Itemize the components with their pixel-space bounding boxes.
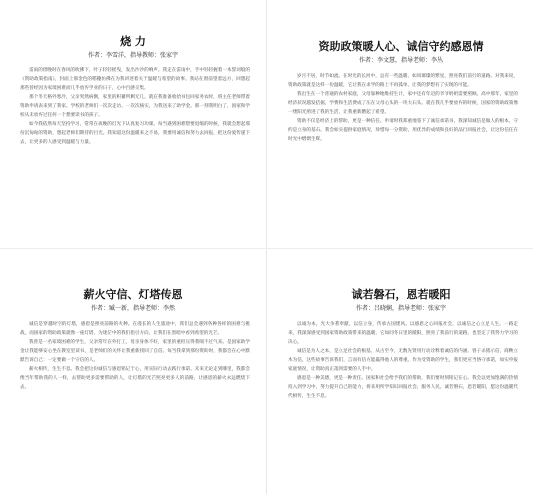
article-body: [20, 66, 250, 147]
page-gutter-horizontal: [0, 248, 533, 249]
article-body: [288, 320, 518, 401]
paragraph: 感恩是一种美德，更是一种责任。国家和社会给予我们的帮助，我们要时刻铭记在心。我会以更加饱满的热情投入到学习中，努力提升自己的能力，将来用所学知识回报社会、服务人民。诚若磐石，恩若暖阳，愿这份温暖代代相传，生生不息。: [288, 376, 518, 399]
article-title: 薪火守信、灯塔传恩: [83, 288, 183, 301]
paragraph: 如今我依然每天坚持学习，常常在夜晚的灯光下认真复习功课。每当遇到困难想要退缩的时候，我就会想起那份沉甸甸的资助，想起老师们期待的目光。我知道这份温暖来之不易，我要用诚信和努力去回报，把这份爱传递下去，让更多的人感受到温暖与力量。: [20, 122, 250, 145]
article-page-1: [2, 0, 264, 243]
paragraph: 薪火相传，生生不息。我会把这份诚信与感恩铭记于心，用实际行动去践行承诺。未来无论走到哪里，我都会像当年帮助我的人一样，去帮助更多需要帮助的人，让灯塔的光芒照亮更多人的前路，让感恩的薪火永远燃烧下去。: [20, 367, 250, 390]
article-byline: 作者：李文慧，指导老师：李丛: [358, 57, 443, 64]
article-byline: 作者：李雪洋，指导教师：张家宇: [87, 52, 178, 59]
page-gutter-vertical: [266, 0, 267, 494]
paragraph: 我出生在一个普通的农村家庭，父母靠种地维持生计，家中还有年迈的爷爷奶奶需要照顾。高中那年，家里的经济状况越发拮据，学费和生活费成了压在父母心头的一块大石头。就在我几乎要放弃的时候，国家的资助政策像一缕阳光照进了我的生活，让我重新燃起了希望。: [288, 92, 518, 115]
article-page-2: [270, 0, 532, 243]
paragraph: 资助不仅是经济上的帮助，更是一种信任。申请时我郑重地签下了诚信承诺书，我深知诚信是做人的根本，守约是立身的基石。我会如实提供家庭情况，珍惜每一分资助，用优异的成绩和良好的品行回报社会，让这份信任在时光中熠熠生辉。: [288, 119, 518, 142]
article-page-3: [2, 252, 264, 494]
article-page-4: [270, 252, 532, 494]
article-title: 烧 力: [120, 35, 146, 48]
paragraph: 以诚为本，光大争著奉献，以信立身，传承古国建风。以感恩之心回报社会，以诚信之心立足人生。一路走来，我深深感受到国家资助政策带来的温暖，它如同冬日里的暖阳，照亮了我前行的道路，也坚定了我努力学习的决心。: [288, 322, 518, 345]
paragraph: 诚信是穿越时空的灯塔，感恩是照亮前路的火种。在漫长的人生旅途中，我们总会遇到各种各样的困难与挑战，而国家的资助政策就像一座灯塔，为迷茫中的我们指引方向，让我们在黑暗中看到希望的光芒。: [20, 322, 250, 336]
article-body: [20, 320, 250, 392]
paragraph: 诚信是为人之本，是立足社会的根基。从古至今，无数先贤用行动诠释着诚信的内涵。曾子杀猪示信，商鞅立木为信，这些故事告诉我们，言而有信方能赢得他人的尊重。作为受资助的学生，我们更应当恪守承诺，如实申报家庭情况，让资助真正落到需要的人手中。: [288, 349, 518, 372]
paragraph: 那个冬天格外寒冷，父亲突然病倒，家里的积蓄所剩无几。就在我准备收拾书包回家务农时，班主任老师带着资助申请表来到了我家。学校的老师们一次次走访、一次次核实，为我送来了助学金。那一刻我明白了，国家和学校从未放弃过任何一个想要读书的孩子。: [20, 95, 250, 118]
paragraph: 雷雨的傍晚时在春风的吹拂下，叶子轻轻摇曳，发出沙沙的响声。我走在雷雨中，手中轻轻握着一本誓词般的《资助政策指南》，封面上那金色的稻穗仿佛在为我讲述着关于温暖与希望的故事。我站在窗前望着远方，回想起那些曾经因为家境困难而几乎放弃学业的日子，心中百感交集。: [20, 68, 250, 91]
paragraph: 岁月不居，时节如流。在时光的长河中，总有一些温暖，如同璀璨的繁星，照亮我们前行的道路。对我来说，资助政策就是这样一份温暖，它让我在求学的路上不再孤单，让我的梦想有了实现的可能。: [288, 74, 518, 88]
article-byline: 作者：臧一新，指导老师：李然: [90, 305, 175, 312]
article-byline: 作者：吕晓娴，指导老师：张家宇: [355, 305, 446, 312]
article-title: 资助政策暖人心、诚信守约感恩情: [318, 40, 484, 53]
paragraph: 我曾是一名家境困难的学生，父亲常年在外打工，母亲身体不好，家里的重担压得我喘不过气来。是国家助学金让我能够安心坐在教室里读书，是老师们的关怀让我重新找回了自信。每当我拿到那份资助时，我都会在心中默默告诉自己：一定要做一个守信的人。: [20, 340, 250, 363]
article-title: 诚若磐石，恩若暖阳: [351, 288, 451, 301]
article-body: [288, 72, 518, 144]
